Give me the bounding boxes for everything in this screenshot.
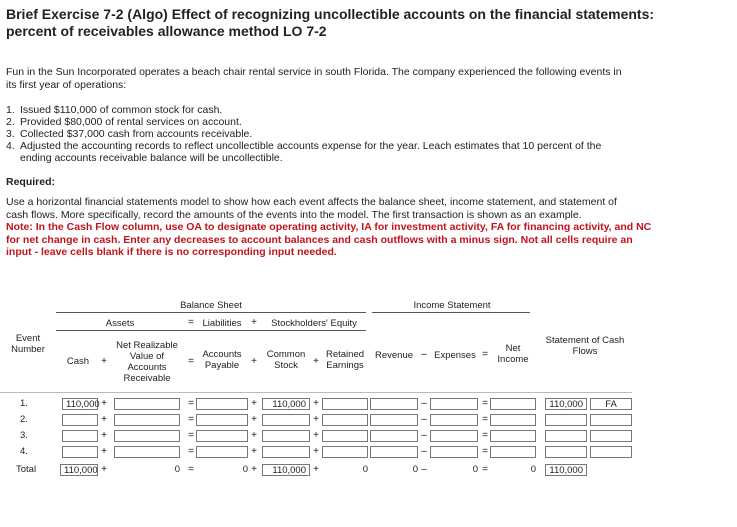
title-line-2: percent of receivables allowance method LO 7-2 — [6, 23, 327, 39]
scf-class-input[interactable] — [590, 446, 632, 458]
equals-sign: = — [188, 317, 194, 328]
revenue-header: Revenue — [374, 349, 414, 361]
operator-sign: = — [188, 414, 194, 425]
minus-sign: – — [421, 349, 427, 360]
ap-input[interactable] — [196, 446, 248, 458]
total-nrv: 0 — [174, 464, 180, 475]
ni-input[interactable] — [490, 430, 536, 442]
operator-sign: = — [482, 398, 488, 409]
balance-sheet-header: Balance Sheet — [180, 299, 242, 311]
cash-input[interactable] — [62, 430, 98, 442]
ni-input[interactable] — [490, 446, 536, 458]
rev-input[interactable] — [370, 446, 418, 458]
cs-input[interactable] — [262, 414, 310, 426]
income-statement-header: Income Statement — [413, 299, 491, 311]
operator-sign: – — [421, 446, 427, 457]
intro-line-2: its first year of operations: — [6, 79, 127, 91]
operator-sign: + — [313, 464, 319, 475]
total-ap: 0 — [242, 464, 248, 475]
net-income-header: Net Income — [497, 343, 529, 365]
ap-input[interactable] — [196, 398, 248, 410]
subheader-underline — [56, 330, 366, 331]
exp-input[interactable] — [430, 430, 478, 442]
total-rev: 0 — [412, 464, 418, 475]
intro-paragraph — [6, 66, 731, 92]
exp-input[interactable] — [430, 398, 478, 410]
ap-input[interactable] — [196, 414, 248, 426]
total-re: 0 — [362, 464, 368, 475]
operator-sign: = — [188, 446, 194, 457]
net-realizable-value-header: Net Realizable Value of Accounts Receivable — [116, 340, 178, 384]
operator-sign: = — [482, 414, 488, 425]
operator-sign: + — [251, 414, 257, 425]
nrv-input[interactable] — [114, 398, 180, 410]
note-text: Note: In the Cash Flow column, use OA to designate operating activity, IA for investment activity, FA for financing activity, and NC for net change in cash. Enter any decreases to account balances and cash outflows with a minus sign. Not all cells require an input - leave cells blank if there is no corresponding input needed. — [6, 221, 652, 258]
event-item: 3. Collected $37,000 cash from accounts receivable. — [6, 128, 253, 140]
exercise-title — [6, 6, 731, 40]
scf-amount-input[interactable] — [545, 446, 587, 458]
retained-earnings-header: Retained Earnings — [325, 349, 365, 371]
operator-sign: – — [421, 430, 427, 441]
operator-sign: – — [421, 414, 427, 425]
cs-input[interactable]: 110,000 — [262, 398, 310, 410]
ni-input[interactable] — [490, 398, 536, 410]
cash-input[interactable] — [62, 446, 98, 458]
operator-sign: = — [188, 398, 194, 409]
cs-input[interactable] — [262, 446, 310, 458]
operator-sign: = — [188, 464, 194, 475]
accounts-payable-header: Accounts Payable — [202, 349, 242, 371]
rev-input[interactable] — [370, 414, 418, 426]
operator-sign: + — [251, 464, 257, 475]
liabilities-header: Liabilities — [202, 317, 242, 329]
nrv-input[interactable] — [114, 446, 180, 458]
assets-header: Assets — [105, 317, 135, 329]
scf-class-input[interactable]: FA — [590, 398, 632, 410]
nrv-input[interactable] — [114, 414, 180, 426]
operator-sign: = — [482, 464, 488, 475]
plus-sign: + — [251, 356, 257, 367]
operator-sign: + — [251, 398, 257, 409]
event-number: 1. — [20, 398, 28, 409]
event-number: 4. — [20, 446, 28, 457]
operator-sign: + — [101, 398, 107, 409]
cs-input[interactable] — [262, 430, 310, 442]
event-number: 3. — [20, 430, 28, 441]
equals-sign: = — [188, 356, 194, 367]
cash-input[interactable] — [62, 414, 98, 426]
ap-input[interactable] — [196, 430, 248, 442]
operator-sign: + — [313, 446, 319, 457]
scf-class-input[interactable] — [590, 414, 632, 426]
total-exp: 0 — [472, 464, 478, 475]
total-cs[interactable]: 110,000 — [262, 464, 310, 476]
operator-sign: = — [482, 430, 488, 441]
re-input[interactable] — [322, 414, 368, 426]
event-number: 2. — [20, 414, 28, 425]
events-list — [6, 104, 731, 164]
cash-input[interactable]: 110,000 — [62, 398, 98, 410]
operator-sign: + — [313, 430, 319, 441]
operator-sign: – — [421, 464, 427, 475]
operator-sign: + — [101, 414, 107, 425]
expenses-header: Expenses — [434, 349, 476, 361]
total-cash[interactable]: 110,000 — [60, 464, 98, 476]
common-stock-header: Common Stock — [266, 349, 306, 371]
instructions: Use a horizontal financial statements model to show how each event affects the balance sheet, income statement, and statement of cash flows. More specifically, record the amounts of the events into the model. The first transaction is shown as an example. Note: In the Cash Flow column, use OA to designate operating activity, IA for investment activity, FA for financing activity, and NC for net change in cash. Enter any decreases to account balances and cash outflows with a minus sign. Not all cells require an input - leave cells blank if there is no corresponding input needed. — [6, 196, 731, 259]
operator-sign: + — [101, 464, 107, 475]
stockholders-equity-header: Stockholders' Equity — [271, 317, 357, 329]
event-number-header: Event Number — [11, 333, 45, 355]
rev-input[interactable] — [370, 398, 418, 410]
financial-statements-model — [0, 298, 737, 498]
plus-sign: + — [101, 356, 107, 367]
re-input[interactable] — [322, 430, 368, 442]
exp-input[interactable] — [430, 414, 478, 426]
total-ni: 0 — [530, 464, 536, 475]
cash-header: Cash — [66, 355, 90, 367]
operator-sign: = — [482, 446, 488, 457]
scf-class-input[interactable] — [590, 430, 632, 442]
equals-sign: = — [482, 349, 488, 360]
title-line-1: Brief Exercise 7-2 (Algo) Effect of recognizing uncollectible accounts on the financial statements: — [6, 6, 655, 22]
cash-flows-header: Statement of Cash Flows — [545, 335, 625, 357]
re-input[interactable] — [322, 398, 368, 410]
income-statement-underline — [372, 312, 530, 313]
required-label: Required: — [6, 176, 56, 188]
event-item: 1. Issued $110,000 of common stock for cash. — [6, 104, 223, 116]
total-scf-amount[interactable]: 110,000 — [545, 464, 587, 476]
scf-amount-input[interactable]: 110,000 — [545, 398, 587, 410]
operator-sign: + — [313, 398, 319, 409]
operator-sign: + — [101, 446, 107, 457]
re-input[interactable] — [322, 446, 368, 458]
balance-sheet-underline — [56, 312, 366, 313]
operator-sign: – — [421, 398, 427, 409]
header-separator — [0, 392, 632, 393]
ni-input[interactable] — [490, 414, 536, 426]
plus-sign: + — [313, 356, 319, 367]
nrv-input[interactable] — [114, 430, 180, 442]
event-item-continued: ending accounts receivable balance will be uncollectible. — [20, 152, 283, 164]
event-item: 2. Provided $80,000 of rental services on account. — [6, 116, 242, 128]
operator-sign: + — [101, 430, 107, 441]
rev-input[interactable] — [370, 430, 418, 442]
operator-sign: = — [188, 430, 194, 441]
scf-amount-input[interactable] — [545, 414, 587, 426]
operator-sign: + — [251, 430, 257, 441]
scf-amount-input[interactable] — [545, 430, 587, 442]
total-label: Total — [16, 464, 37, 475]
plus-sign: + — [251, 317, 257, 328]
operator-sign: + — [251, 446, 257, 457]
exp-input[interactable] — [430, 446, 478, 458]
intro-line-1: Fun in the Sun Incorporated operates a beach chair rental service in south Florida. The company experienced the following events in — [6, 66, 622, 78]
operator-sign: + — [313, 414, 319, 425]
event-item: 4. Adjusted the accounting records to reflect uncollectible accounts expense for the year. Leach estimates that 10 percent of the — [6, 140, 602, 152]
